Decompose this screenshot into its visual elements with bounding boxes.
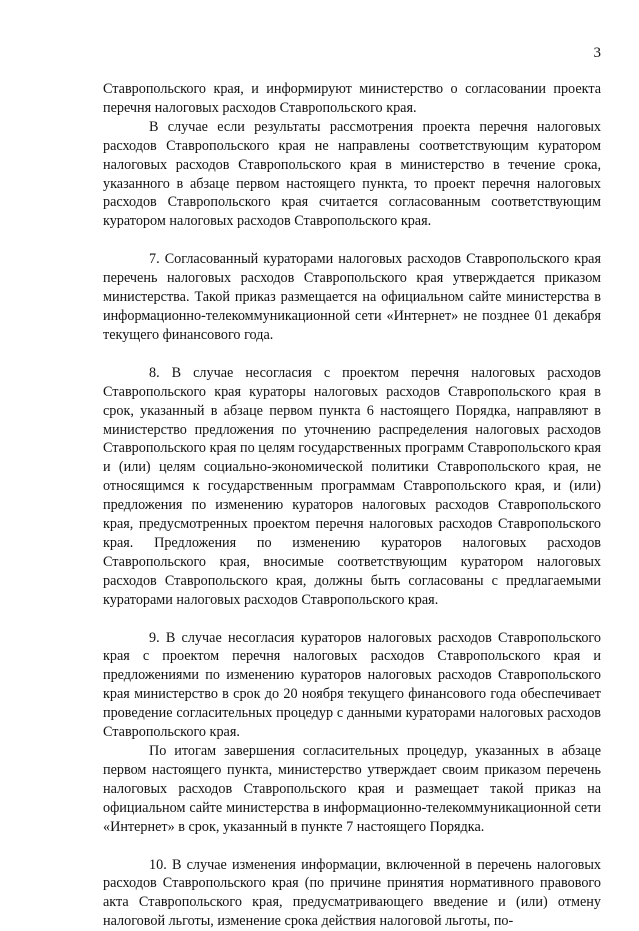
paragraph-item-7: 7. Согласованный кураторами налоговых расходов Ставропольского края перечень налоговых расходов Ставропольского края утверждается приказом министерства. Такой приказ размещается на официальном сайте министерства в информационно-телекоммуникационной сети «Интернет» не позднее 01 декабря текущего финансового года.: [103, 251, 601, 343]
document-body: [103, 80, 601, 931]
paragraph-continuation: Ставропольского края, и информируют министерство о согласовании проекта перечня налоговых расходов Ставропольского края.: [103, 81, 601, 116]
paragraph-item-9-conclusion: По итогам завершения согласительных процедур, указанных в абзаце первом настоящего пункта, министерство утверждает своим приказом перечень налоговых расходов Ставропольского края и размещает такой приказ на официальном сайте министерства в информационно-телекоммуникационной сети «Интернет» в срок, указанный в пункте 7 настоящего Порядка.: [103, 743, 601, 835]
page-number: 3: [593, 45, 601, 61]
paragraph-item-9: 9. В случае несогласия кураторов налоговых расходов Ставропольского края с проектом перечня налоговых расходов Ставропольского края и предложениями по изменению кураторов налоговых расходов Ставропольского края министерство в срок до 20 ноября текущего финансового года обеспечивает проведение согласительных процедур с данными кураторами налоговых расходов Ставропольского края.: [103, 629, 601, 741]
paragraph-item-8: 8. В случае несогласия с проектом перечня налоговых расходов Ставропольского края кураторы налоговых расходов Ставропольского края в срок, указанный в абзаце первом пункта 6 настоящего Порядка, направляют в министерство предложения по уточнению распределения налоговых расходов Ставропольского края по целям государственных программ Ставропольского края и (или) целям социально-экономической политики Ставропольского края, не относящимся к государственным программам Ставропольского края, и (или) предложения по изменению кураторов налоговых расходов Ставропольского края, предусмотренных проектом перечня налоговых расходов Ставропольского края. Предложения по изменению кураторов налоговых расходов Ставропольского края, вносимые соответствующим куратором налоговых расходов Ставропольского края, должны быть согласованы с предлагаемыми кураторами налоговых расходов Ставропольского края.: [103, 364, 601, 608]
paragraph-item-10: 10. В случае изменения информации, включенной в перечень налоговых расходов Ставропольского края (по причине принятия нормативного правового акта Ставропольского края, предусматривающего введение и (или) отмену налоговой льготы, изменение срока действия налоговой льготы, по-: [103, 856, 601, 930]
paragraph-approval-by-default: В случае если результаты рассмотрения проекта перечня налоговых расходов Ставропольского края не направлены соответствующим куратором налоговых расходов Ставропольского края в министерство в течение срока, указанного в абзаце первом настоящего пункта, то проект перечня налоговых расходов Ставропольского края считается согласованным соответствующим куратором налоговых расходов Ставропольского края.: [103, 118, 601, 230]
